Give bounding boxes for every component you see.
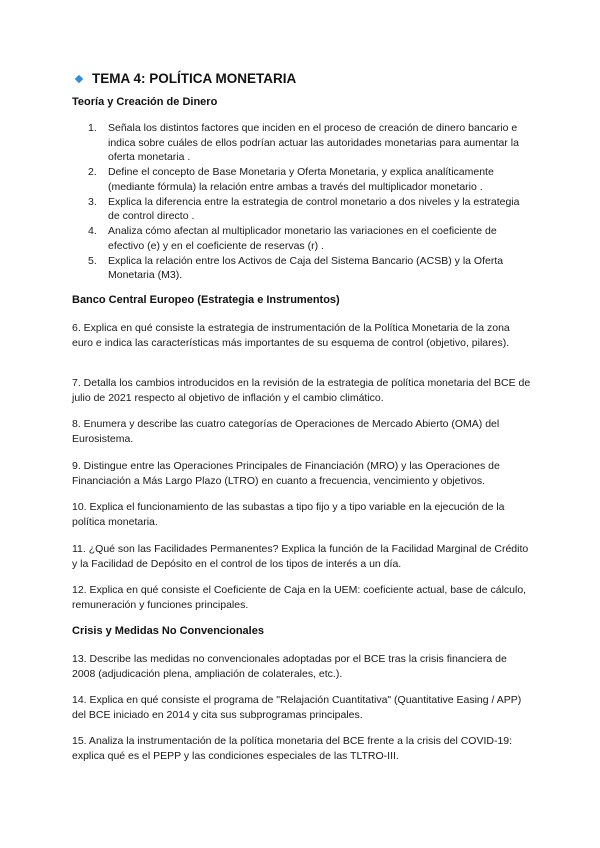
list-item: 3. Explica la diferencia entre la estrategia de control monetario a dos niveles y la estrategia de control directo . [88, 195, 520, 222]
question-paragraph: 13. Describe las medidas no convencionales adoptadas por el BCE tras la crisis financiera de 2008 (adjudicación plena, ampliación de colaterales, etc.). [72, 653, 507, 680]
question-paragraph: 11. ¿Qué son las Facilidades Permanentes? Explica la función de la Facilidad Marginal de Crédito y la Facilidad de Depósito en el control de los tipos de interés a un día. [72, 543, 529, 570]
list-item: 2. Define el concepto de Base Monetaria y Oferta Monetaria, y explica analíticamente (mediante fórmula) la relación entre ambas a través del multiplicador monetario . [88, 166, 494, 193]
section-heading-crisis: Crisis y Medidas No Convencionales [72, 625, 264, 637]
question-paragraph: 15. Analiza la instrumentación de la política monetaria del BCE frente a la crisis del COVID-19: explica qué es el PEPP y las condiciones especiales de las TLTRO-III. [72, 735, 513, 762]
question-paragraph: 9. Distingue entre las Operaciones Principales de Financiación (MRO) y las Operaciones de Financiación a Más Largo Plazo (LTRO) en cuanto a frecuencia, vencimiento y objetivos. [72, 460, 500, 487]
section-heading-bce: Banco Central Europeo (Estrategia e Instrumentos) [72, 294, 340, 306]
section-heading-teoria: Teoría y Creación de Dinero [72, 96, 218, 108]
diamond-bullet-icon [75, 74, 83, 82]
question-paragraph: 14. Explica en qué consiste el programa de "Relajación Cuantitativa" (Quantitative Easing / APP) del BCE iniciado en 2014 y cita sus subprogramas principales. [72, 694, 522, 721]
question-paragraph: 8. Enumera y describe las cuatro categorías de Operaciones de Mercado Abierto (OMA) del Eurosistema. [72, 418, 500, 445]
topic-title: TEMA 4: POLÍTICA MONETARIA [92, 71, 297, 86]
numbered-question-list [88, 121, 528, 283]
list-item: 1. Señala los distintos factores que inciden en el proceso de creación de dinero bancario e indica sobre cuáles de ellos podrían actuar las autoridades monetarias para aumentar la oferta monetaria . [88, 122, 519, 163]
question-paragraph: 6. Explica en qué consiste la estrategia de instrumentación de la Política Monetaria de la zona euro e indica las características más importantes de su esquema de control (objetivo, pilares). [72, 322, 510, 349]
list-item: 4. Analiza cómo afectan al multiplicador monetario las variaciones en el coeficiente de efectivo (e) y en el coeficiente de reservas (r) . [88, 225, 497, 252]
list-item: 5. Explica la relación entre los Activos de Caja del Sistema Bancario (ACSB) y la Oferta Monetaria (M3). [88, 254, 504, 281]
question-paragraph: 10. Explica el funcionamiento de las subastas a tipo fijo y a tipo variable en la ejecución de la política monetaria. [72, 501, 505, 528]
question-paragraph: 12. Explica en qué consiste el Coeficiente de Caja en la UEM: coeficiente actual, base de cálculo, remuneración y funciones principales. [72, 584, 527, 611]
question-paragraph: 7. Detalla los cambios introducidos en la revisión de la estrategia de política monetaria del BCE de julio de 2021 respecto al objetivo de inflación y el cambio climático. [72, 377, 531, 404]
topic-heading [74, 71, 296, 86]
